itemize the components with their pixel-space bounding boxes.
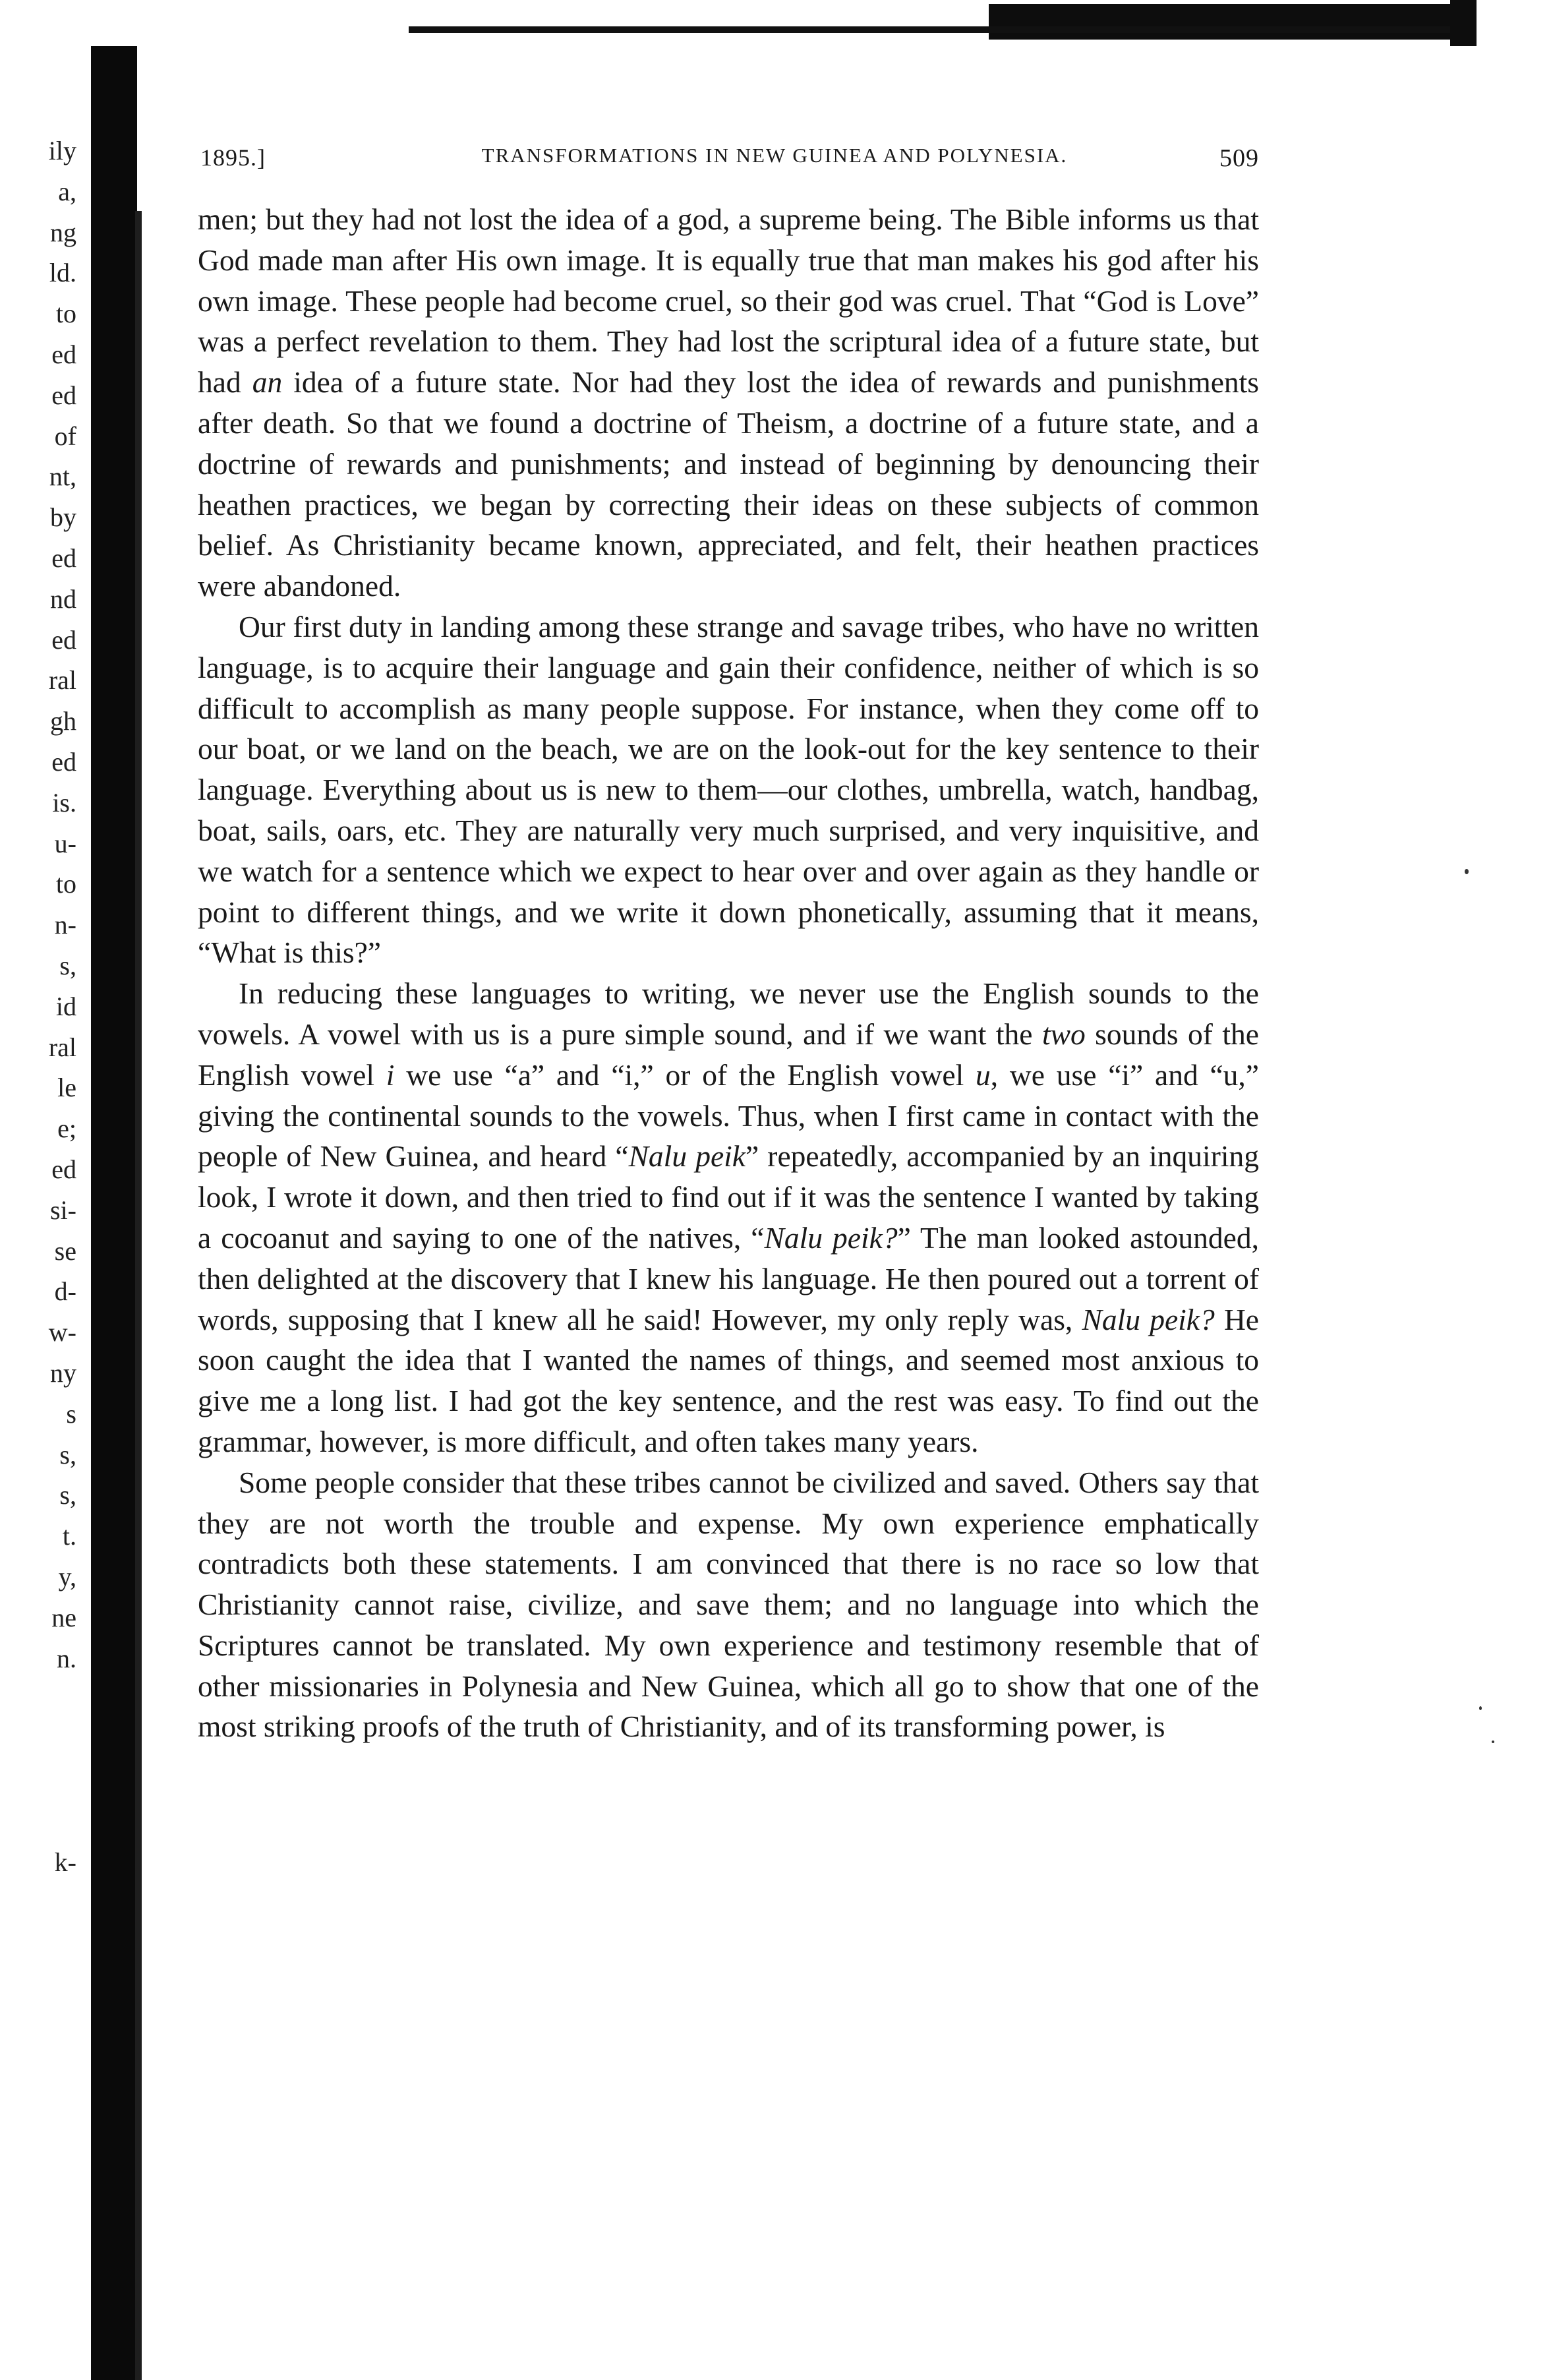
left-page-fragment: t. xyxy=(62,1521,76,1551)
left-page-fragment: ed xyxy=(51,380,76,410)
left-page-fragment: se xyxy=(54,1235,76,1266)
left-page-fragment: ng xyxy=(50,217,76,247)
italic-an: an xyxy=(252,365,283,400)
left-page-fragment: si- xyxy=(50,1195,76,1225)
left-page-fragment: n. xyxy=(57,1643,76,1673)
left-page-fragment: ed xyxy=(51,747,76,777)
running-head xyxy=(198,132,1259,178)
italic-two: two xyxy=(1041,1017,1086,1051)
italic-i: i xyxy=(386,1057,395,1092)
left-page-fragment: s, xyxy=(59,1439,76,1470)
left-page-fragment: ily xyxy=(48,136,76,165)
scan-speck xyxy=(1492,1740,1494,1743)
left-page-fragment: to xyxy=(55,299,76,329)
left-page-fragment: ral xyxy=(48,1032,76,1062)
italic-nalu-peik-3: Nalu peik? xyxy=(1082,1302,1215,1336)
left-page-fragment: a, xyxy=(58,176,76,206)
scan-corner-shadow xyxy=(1450,0,1477,46)
left-page-fragment: ed xyxy=(51,340,76,369)
body-text xyxy=(198,199,1259,1747)
book-binding-shadow xyxy=(91,46,137,2380)
left-page-fragment: of xyxy=(54,421,76,451)
left-page-fragment: by xyxy=(50,502,76,533)
paragraph-3: In reducing these languages to writing, we never use the English sounds to the vowels. A vowel with us is a pure simple sound, and if we want the two sounds of the English vowel i we use “a” and “i,” or of the English vowel u, we use “i” and “u,” giving the continental sounds to the vowels. Thus, when I first came in contact with the people of New Guinea, and heard “Nalu peik” repeatedly, accompanied by an inquiring look, I wrote it down, and then tried to find out if it was the sentence I wanted by taking a cocoanut and saying to one of the natives, “Nalu peik?” The man looked astounded, then delighted at the discovery that I knew his language. He then poured out a torrent of words, supposing that I knew all he said! However, my only reply was, Nalu peik? He soon caught the idea that I wanted the names of things, and seemed most anxious to give me a long list. I had got the key sentence, and the rest was easy. To find out the grammar, however, is more difficult, and often takes many years. xyxy=(198,976,1260,1458)
running-head-year: 1895.] xyxy=(200,144,266,171)
paragraph-2: Our first duty in landing among these strange and savage tribes, who have no written language, is to acquire their language and gain their confidence, neither of which is so difficult to accomplish as many people suppose. For instance, when they come off to our boat, or we land on the beach, we are on the look-out for the key sentence to their language. Everything about us is new to them—our clothes, umbrella, watch, handbag, boat, sails, oars, etc. They are naturally very much surprised, and very inquisitive, and we watch for a sentence which we expect to hear over and over again as they handle or point to different things, and we write it down phonetically, assuming that it means, “What is this?” xyxy=(198,609,1259,970)
left-page-fragment: nd xyxy=(50,583,76,614)
left-page-fragment: ed xyxy=(51,1154,76,1184)
left-page-fragment: k- xyxy=(54,1847,76,1877)
left-page-fragment: s, xyxy=(59,1480,76,1510)
left-page-fragment: id xyxy=(55,991,76,1021)
scan-top-shadow xyxy=(989,4,1470,40)
italic-nalu-peik-1: Nalu peik xyxy=(628,1139,746,1174)
left-page-fragment: d- xyxy=(54,1276,76,1307)
left-page-fragment: e; xyxy=(57,1114,76,1144)
left-page-fragment: w- xyxy=(48,1317,76,1348)
italic-nalu-peik-2: Nalu peik? xyxy=(764,1220,898,1255)
left-page-fragment: ed xyxy=(51,624,76,655)
left-page-fragment: is. xyxy=(52,787,76,818)
left-page-fragment: ral xyxy=(48,665,76,696)
left-page-fragment: ed xyxy=(51,543,76,573)
left-page-fragments xyxy=(0,0,86,2379)
left-page-fragment: ld. xyxy=(49,258,76,288)
running-head-title: TRANSFORMATIONS IN NEW GUINEA AND POLYNESIA. xyxy=(481,144,1068,167)
scan-speck xyxy=(1479,1706,1482,1710)
left-page-fragment: n- xyxy=(54,910,76,940)
paragraph-1: men; but they had not lost the idea of a god, a supreme being. The Bible informs us that God made man after His own image. It is equally true that man makes his god after his own image. These people had become cruel, so their god was cruel. That “God is Love” was a perfect revelation to them. They had lost the scriptural idea of a future state, but had an idea of a future state. Nor had they lost the idea of rewards and punishments after death. So that we found a doctrine of Theism, a doctrine of a future state, and a doctrine of rewards and punishments; and instead of beginning by denouncing their heathen practices, we began by correcting their ideas on these subjects of common belief. As Christianity became known, appreciated, and felt, their heathen practices were abandoned. xyxy=(198,202,1259,603)
left-page-fragment: ne xyxy=(51,1602,76,1632)
paragraph-4: Some people consider that these tribes cannot be civilized and saved. Others say that they are not worth the trouble and expense. My own experience emphatically contradicts both these statements. I am convinced that there is no race so low that Christianity cannot raise, civilize, and save them; and no language into which the Scriptures cannot be translated. My own experience and testimony resemble that of other missionaries in Polynesia and New Guinea, which all go to show that one of the most striking proofs of the truth of Christianity, and of its transforming power, is xyxy=(198,1465,1259,1744)
left-page-fragment: ny xyxy=(50,1358,76,1388)
book-page xyxy=(198,132,1259,1747)
book-binding-edge xyxy=(135,211,142,2380)
left-page-fragment: le xyxy=(57,1073,76,1103)
left-page-fragment: nt, xyxy=(49,461,76,492)
left-page-fragment: gh xyxy=(50,706,76,736)
left-page-fragment: s xyxy=(66,1398,76,1429)
page-number: 509 xyxy=(1219,144,1259,172)
left-page-fragment: y, xyxy=(58,1562,76,1592)
italic-u: u xyxy=(976,1057,991,1092)
left-page-fragment: u- xyxy=(54,828,76,858)
left-page-fragment: s, xyxy=(59,951,76,980)
scan-speck xyxy=(1465,869,1469,874)
scan-top-rule xyxy=(409,26,1470,33)
left-page-fragment: to xyxy=(55,869,76,899)
